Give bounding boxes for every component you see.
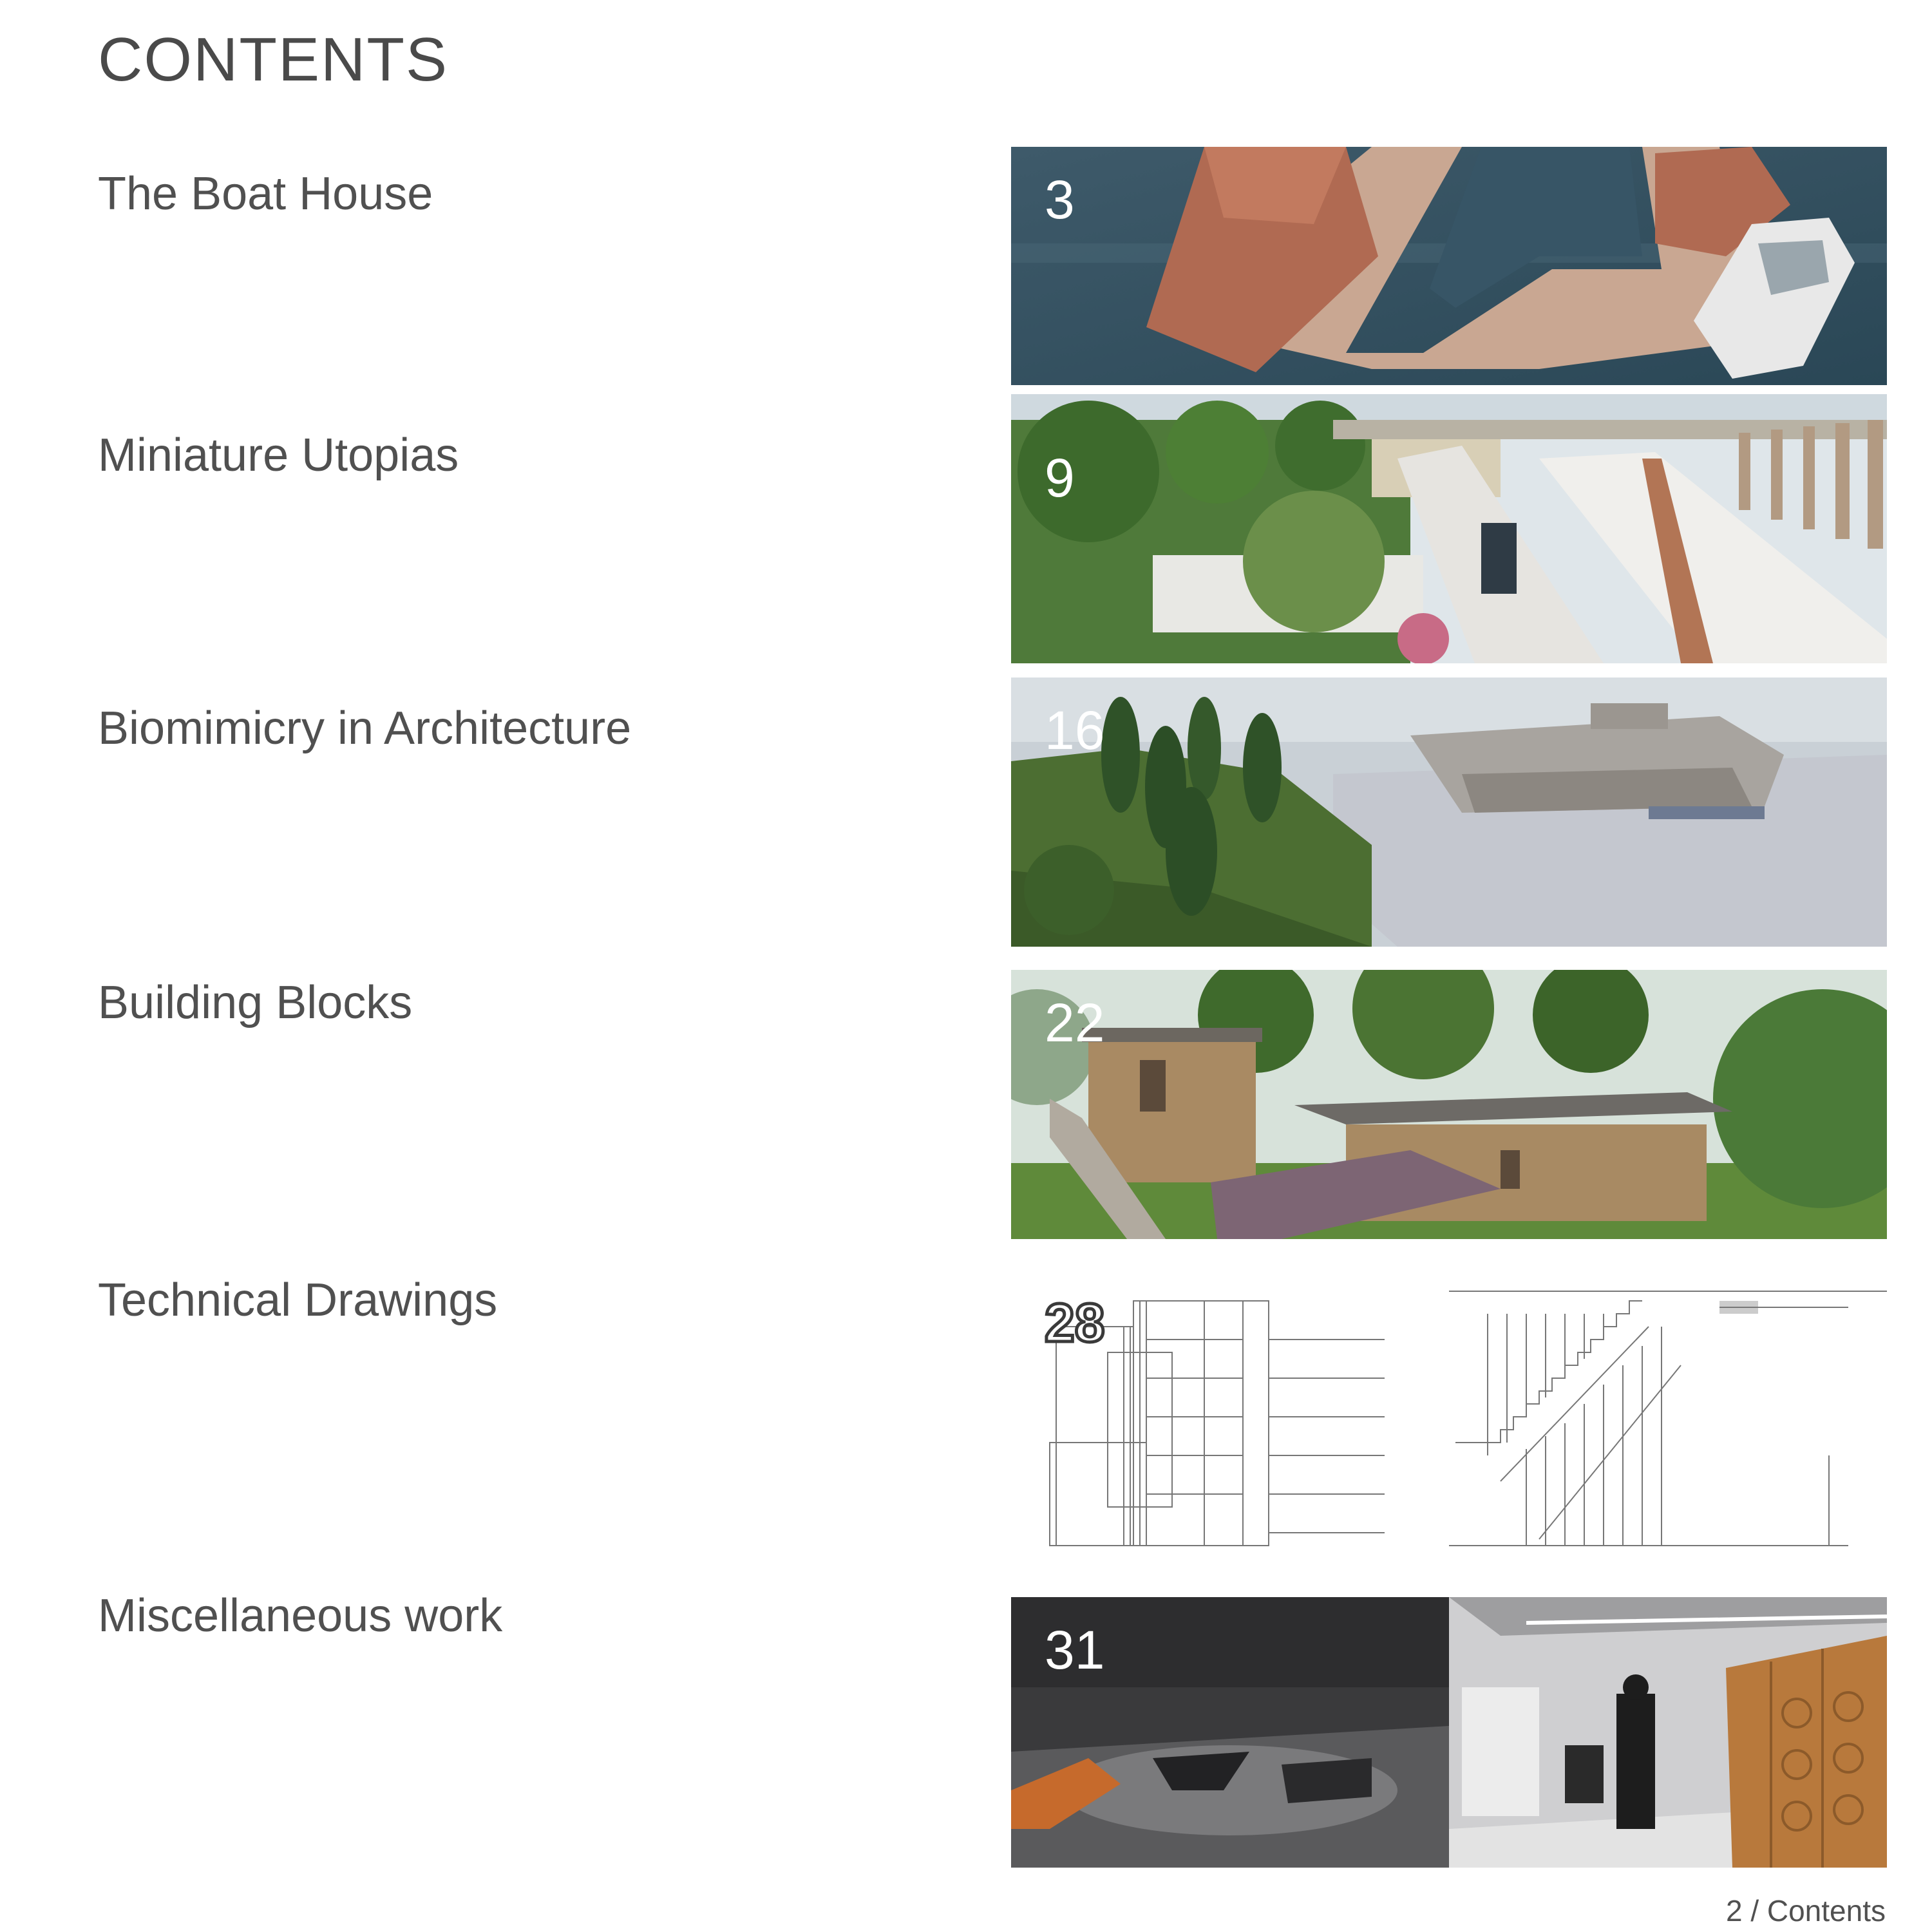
page-number-22: 22: [1045, 992, 1105, 1053]
boat-house-render: [1011, 147, 1887, 385]
technical-drawings-sheet: [1011, 1288, 1887, 1552]
miscellaneous-work-render: [1011, 1597, 1887, 1868]
thumbnail-miscellaneous-work[interactable]: [1011, 1597, 1887, 1868]
thumbnail-building-blocks[interactable]: [1011, 970, 1887, 1239]
page-title: CONTENTS: [98, 25, 448, 94]
page-number-31: 31: [1045, 1620, 1105, 1680]
thumbnail-biomimicry[interactable]: [1011, 677, 1887, 947]
page-number-16: 16: [1045, 700, 1105, 761]
entry-title-boat-house: The Boat House: [98, 168, 433, 220]
entry-title-miscellaneous-work: Miscellaneous work: [98, 1590, 503, 1642]
page-number-9: 9: [1045, 448, 1075, 508]
entry-title-biomimicry: Biomimicry in Architecture: [98, 703, 632, 754]
miniature-utopias-render: [1011, 394, 1887, 663]
entry-title-miniature-utopias: Miniature Utopias: [98, 430, 459, 481]
thumbnail-technical-drawings[interactable]: [1011, 1288, 1887, 1552]
thumbnail-boat-house[interactable]: [1011, 147, 1887, 385]
page-number-28: 28: [1045, 1293, 1105, 1353]
thumbnail-miniature-utopias[interactable]: [1011, 394, 1887, 663]
biomimicry-render: [1011, 677, 1887, 947]
entry-title-technical-drawings: Technical Drawings: [98, 1274, 498, 1326]
entry-title-building-blocks: Building Blocks: [98, 977, 413, 1028]
building-blocks-render: [1011, 970, 1887, 1239]
page-number-3: 3: [1045, 169, 1075, 230]
page-footer: 2 / Contents: [1725, 1894, 1886, 1927]
